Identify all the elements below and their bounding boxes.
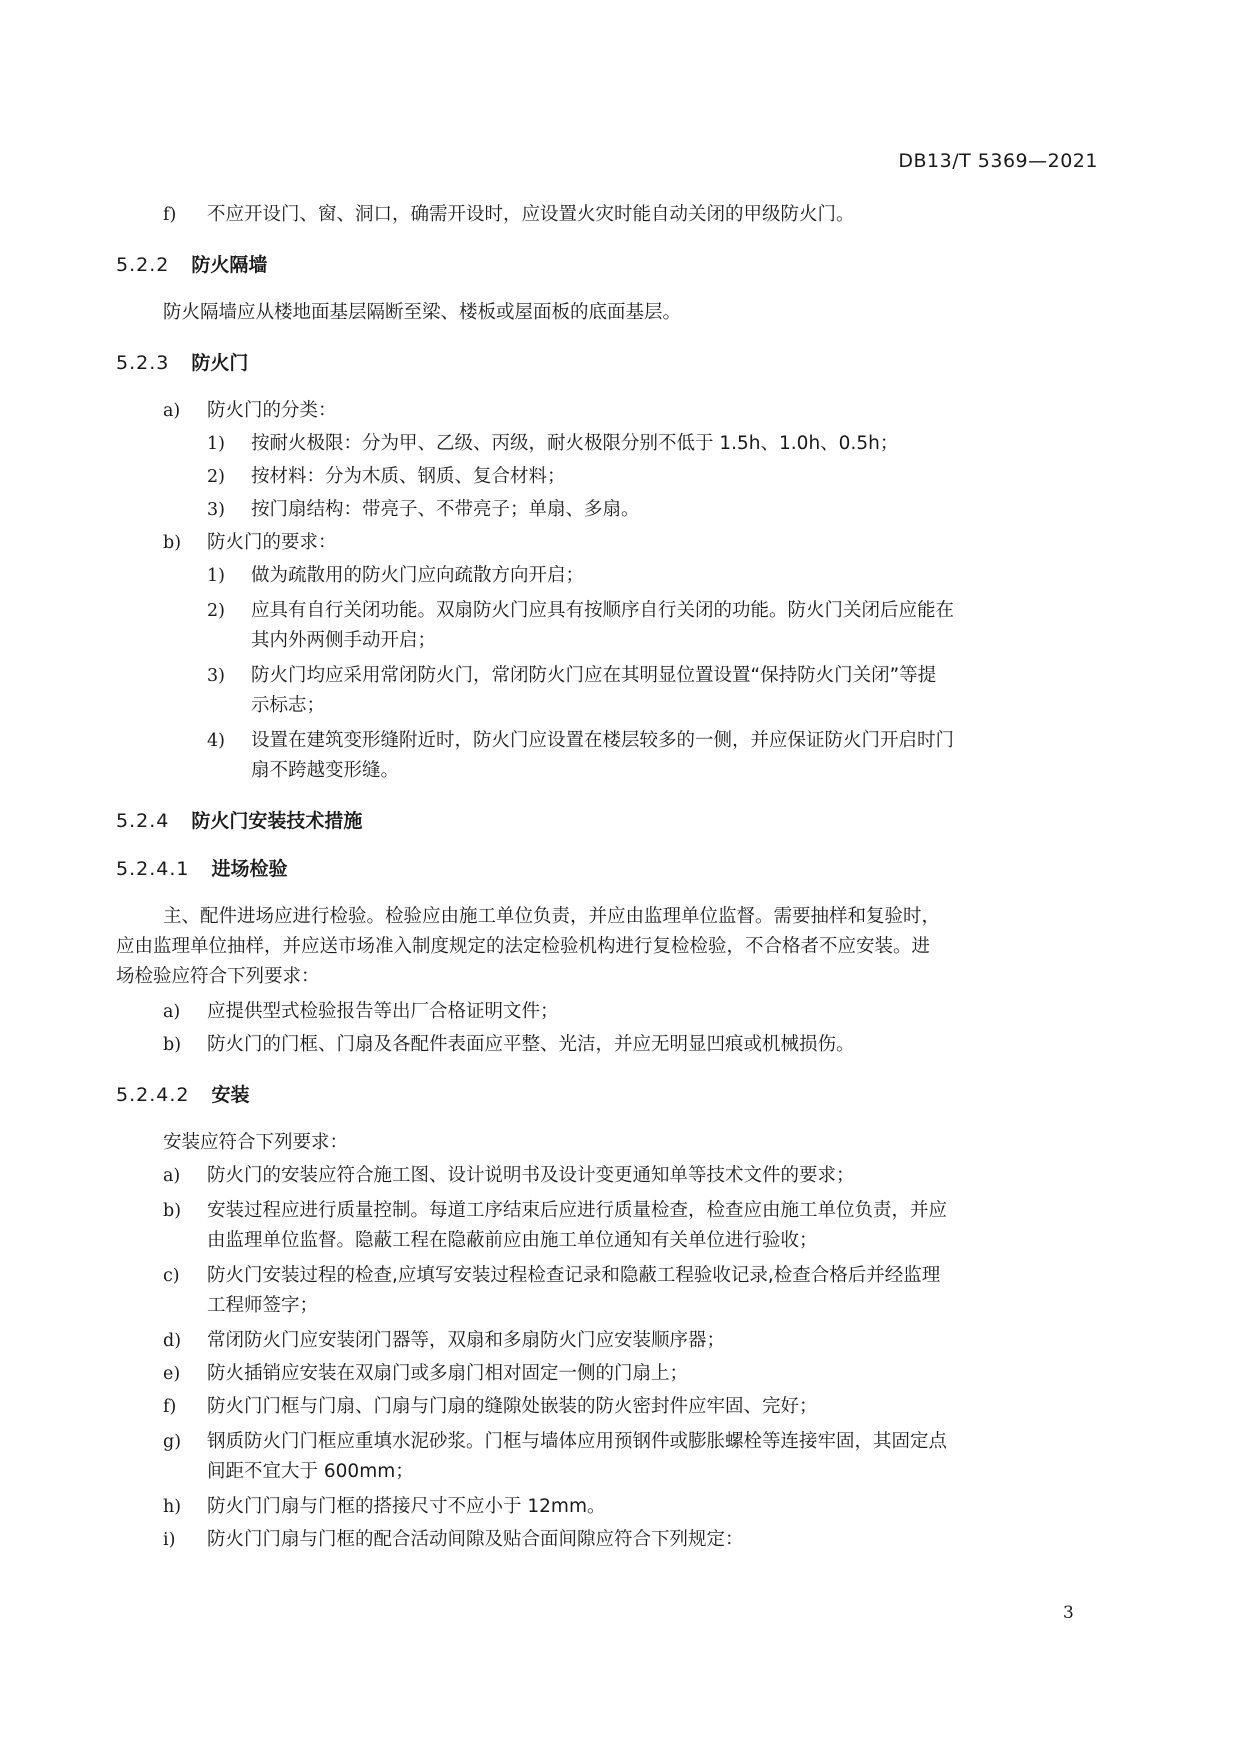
list-label: b) — [163, 533, 182, 553]
list-item-text: 防火插销应安装在双扇门或多扇门相对固定一侧的门扇上； — [207, 1363, 689, 1384]
section-title: 防火隔墙 — [191, 254, 268, 276]
list-item-text: 防火门的分类： — [207, 400, 337, 421]
document-code: DB13/T 5369—2021 — [898, 150, 1098, 172]
sublist-item-text: 扇不跨越变形缝。 — [251, 760, 400, 781]
page-number: 3 — [1063, 1603, 1074, 1623]
list-label: c) — [163, 1266, 180, 1286]
section-number: 5.2.2 — [116, 254, 170, 276]
list-item-text: 防火门安装过程的检查,应填写安装过程检查记录和隐蔽工程验收记录,检查合格后并经监理 — [207, 1265, 941, 1286]
paragraph: 防火隔墙应从楼地面基层隔断至梁、楼板或屋面板的底面基层。 — [163, 302, 682, 323]
sublist-item-text: 按耐火极限：分为甲、乙级、丙级，耐火极限分别不低于 1.5h、1.0h、0.5h； — [251, 433, 899, 454]
sublist-label: 3) — [207, 500, 225, 520]
list-item-text: 不应开设门、窗、洞口，确需开设时，应设置火灾时能自动关闭的甲级防火门。 — [207, 204, 855, 225]
list-label: g) — [163, 1432, 182, 1452]
section-heading-5-2-3 — [116, 350, 248, 376]
sublist-item-text: 按门扇结构：带亮子、不带亮子；单扇、多扇。 — [251, 499, 640, 520]
section-title: 安装 — [211, 1084, 250, 1106]
sublist-label: 4) — [207, 731, 225, 751]
list-label: a) — [163, 1166, 181, 1186]
sublist-item-text: 应具有自行关闭功能。双扇防火门应具有按顺序自行关闭的功能。防火门关闭后应能在 — [251, 600, 955, 621]
section-title: 防火门 — [191, 352, 249, 374]
list-label: f) — [163, 1397, 177, 1417]
section-heading-5-2-4-1 — [116, 856, 288, 882]
list-item-text: 防火门门扇与门框的搭接尺寸不应小于 12mm。 — [207, 1496, 606, 1517]
paragraph: 安装应符合下列要求： — [163, 1132, 349, 1153]
list-item-text: 防火门的门框、门扇及各配件表面应平整、光洁，并应无明显凹痕或机械损伤。 — [207, 1034, 855, 1055]
list-item-text: 钢质防火门门框应重填水泥砂浆。门框与墙体应用预钢件或膨胀螺栓等连接牢固，其固定点 — [207, 1431, 948, 1452]
list-label: b) — [163, 1035, 182, 1055]
section-number: 5.2.4.1 — [116, 858, 190, 880]
section-heading-5-2-4 — [116, 808, 362, 834]
section-heading-5-2-2 — [116, 252, 267, 278]
sublist-label: 2) — [207, 601, 225, 621]
sublist-label: 1) — [207, 566, 225, 586]
list-item-text: 由监理单位监督。隐蔽工程在隐蔽前应由施工单位通知有关单位进行验收； — [207, 1230, 818, 1251]
list-label: e) — [163, 1364, 181, 1384]
list-item-text: 防火门的要求： — [207, 532, 337, 553]
sublist-item-text: 示标志； — [251, 695, 326, 716]
list-label: b) — [163, 1201, 182, 1221]
section-heading-5-2-4-2 — [116, 1082, 250, 1108]
section-number: 5.2.4.2 — [116, 1084, 190, 1106]
paragraph-line: 主、配件进场应进行检验。检验应由施工单位负责，并应由监理单位监督。需要抽样和复验时， — [163, 906, 941, 927]
paragraph-line: 应由监理单位抽样，并应送市场准入制度规定的法定检验机构进行复检检验，不合格者不应安装。进 — [116, 936, 931, 957]
list-item-text: 安装过程应进行质量控制。每道工序结束后应进行质量检查，检查应由施工单位负责，并应 — [207, 1200, 948, 1221]
section-number: 5.2.4 — [116, 810, 170, 832]
list-item-text: 防火门的安装应符合施工图、设计说明书及设计变更通知单等技术文件的要求； — [207, 1165, 855, 1186]
section-title: 进场检验 — [211, 858, 288, 880]
list-label: f) — [163, 205, 177, 225]
sublist-item-text: 做为疏散用的防火门应向疏散方向开启； — [251, 565, 585, 586]
sublist-item-text: 其内外两侧手动开启； — [251, 630, 437, 651]
sublist-item-text: 按材料：分为木质、钢质、复合材料； — [251, 466, 566, 487]
sublist-item-text: 设置在建筑变形缝附近时，防火门应设置在楼层较多的一侧，并应保证防火门开启时门 — [251, 730, 955, 751]
section-number: 5.2.3 — [116, 352, 170, 374]
section-title: 防火门安装技术措施 — [191, 810, 363, 832]
sublist-label: 3) — [207, 666, 225, 686]
sublist-item-text: 防火门均应采用常闭防火门，常闭防火门应在其明显位置设置“保持防火门关闭”等提 — [251, 665, 937, 686]
sublist-label: 1) — [207, 434, 225, 454]
list-item-text: 常闭防火门应安装闭门器等，双扇和多扇防火门应安装顺序器； — [207, 1330, 726, 1351]
list-label: a) — [163, 1002, 181, 1022]
list-item-text: 工程师签字； — [207, 1295, 319, 1316]
list-item-text: 应提供型式检验报告等出厂合格证明文件； — [207, 1001, 559, 1022]
list-item-text: 防火门门框与门扇、门扇与门扇的缝隙处嵌装的防火密封件应牢固、完好； — [207, 1396, 818, 1417]
sublist-label: 2) — [207, 467, 225, 487]
list-label: a) — [163, 401, 181, 421]
list-item-text: 间距不宜大于 600mm； — [207, 1461, 414, 1482]
list-item-text: 防火门门扇与门框的配合活动间隙及贴合面间隙应符合下列规定： — [207, 1529, 744, 1550]
list-label: h) — [163, 1497, 182, 1517]
paragraph-line: 场检验应符合下列要求： — [116, 966, 320, 987]
list-label: i) — [163, 1530, 176, 1550]
list-label: d) — [163, 1331, 182, 1351]
